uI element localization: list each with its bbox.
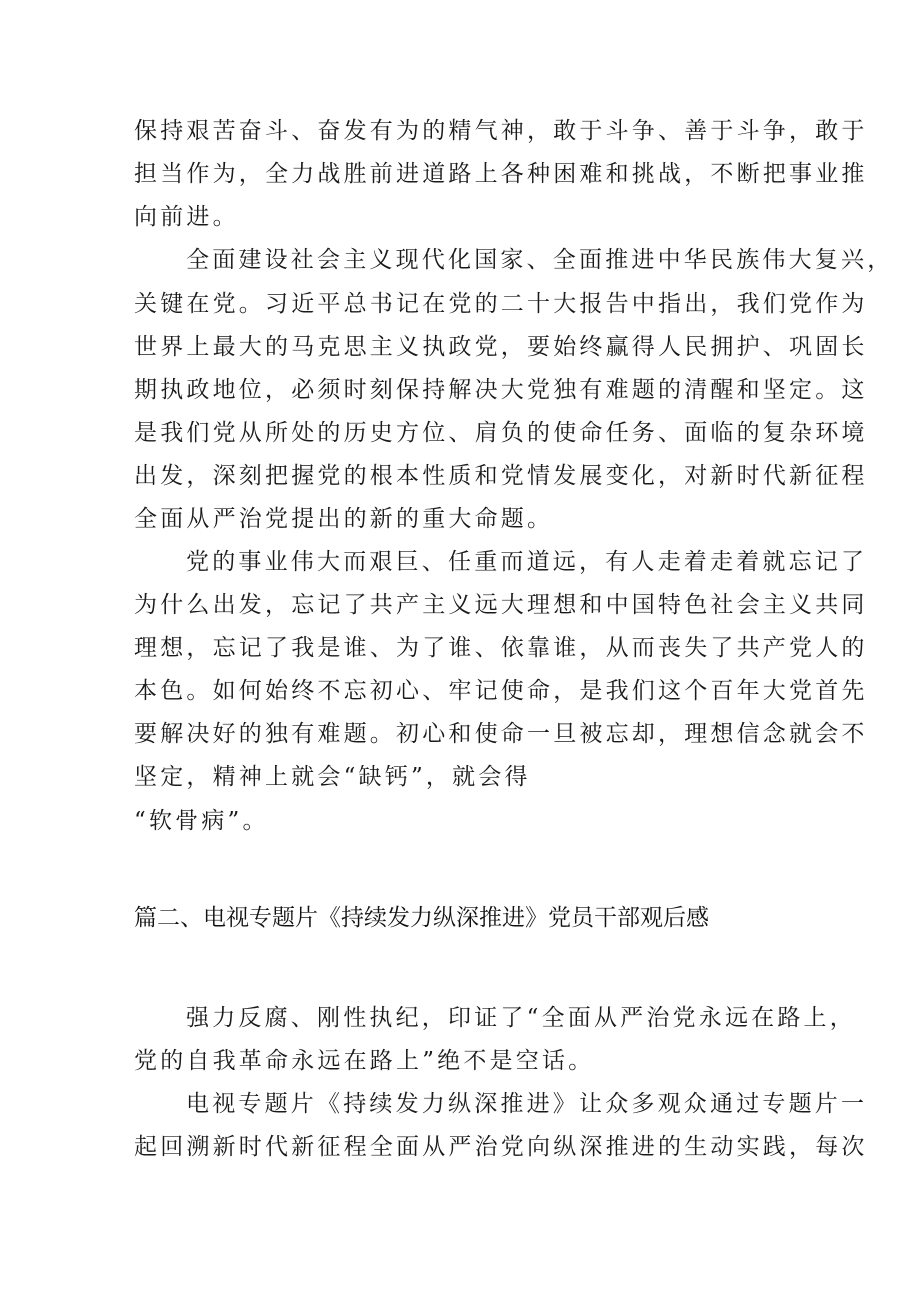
text-line: 党的自我革命永远在路上”绝不是空话。 — [134, 1048, 595, 1074]
text-line: 期执政地位，必须时刻保持解决大党独有难题的清醒和坚定。这 — [134, 377, 868, 403]
text-line: 要解决好的独有难题。初心和使命一旦被忘却，理想信念就会不 — [134, 721, 868, 747]
text-line: 是我们党从所处的历史方位、肩负的使命任务、面临的复杂环境 — [134, 420, 868, 446]
text-line: 坚定，精神上就会“缺钙”，就会得 — [134, 764, 531, 790]
text-line: 保持艰苦奋斗、奋发有为的精气神，敢于斗争、善于斗争，敢于 — [134, 118, 868, 144]
text-line: 党的事业伟大而艰巨、任重而道远，有人走着走着就忘记了 — [186, 549, 868, 575]
text-line: “软骨病”。 — [134, 808, 269, 834]
text-line: 向前进。 — [134, 204, 239, 230]
text-line: 全面从严治党提出的新的重大命题。 — [134, 506, 554, 532]
text-line: 强力反腐、刚性执纪，印证了“全面从严治党永远在路上， — [186, 1005, 856, 1031]
section-heading: 篇二、电视专题片《持续发力纵深推进》党员干部观后感 — [134, 905, 709, 931]
text-line: 全面建设社会主义现代化国家、全面推进中华民族伟大复兴， — [186, 247, 894, 273]
text-line: 起回溯新时代新征程全面从严治党向纵深推进的生动实践，每次 — [134, 1134, 868, 1160]
text-line: 本色。如何始终不忘初心、牢记使命，是我们这个百年大党首先 — [134, 678, 868, 704]
text-line: 出发，深刻把握党的根本性质和党情发展变化，对新时代新征程 — [134, 463, 868, 489]
text-line: 电视专题片《持续发力纵深推进》让众多观众通过专题片一 — [186, 1091, 868, 1117]
text-line: 关键在党。习近平总书记在党的二十大报告中指出，我们党作为 — [134, 291, 868, 317]
text-line: 为什么出发，忘记了共产主义远大理想和中国特色社会主义共同 — [134, 592, 868, 618]
text-line: 理想，忘记了我是谁、为了谁、依靠谁，从而丧失了共产党人的 — [134, 635, 868, 661]
text-line: 世界上最大的马克思主义执政党，要始终赢得人民拥护、巩固长 — [134, 334, 868, 360]
text-line: 担当作为，全力战胜前进道路上各种困难和挑战，不断把事业推 — [134, 161, 868, 187]
